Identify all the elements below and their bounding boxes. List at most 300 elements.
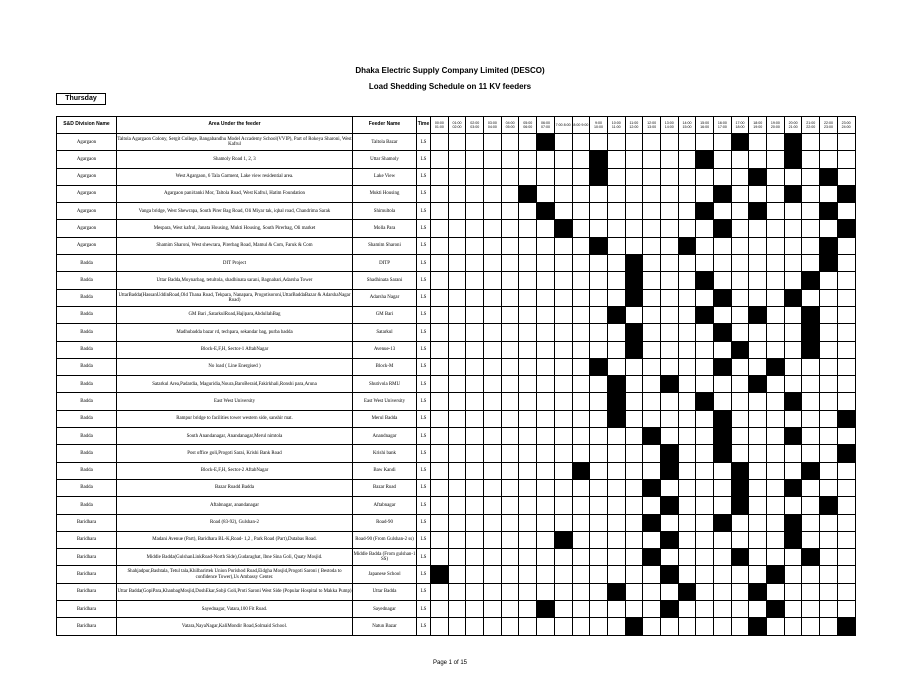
time-cell: LS bbox=[417, 566, 431, 583]
shedding-slot bbox=[607, 341, 625, 358]
shedding-slot bbox=[767, 497, 785, 514]
shedding-slot bbox=[537, 514, 555, 531]
shedding-slot-active bbox=[660, 445, 678, 462]
time-cell: LS bbox=[417, 185, 431, 202]
shedding-slot bbox=[519, 255, 537, 272]
shedding-slot bbox=[767, 324, 785, 341]
shedding-slot bbox=[607, 601, 625, 618]
shedding-slot bbox=[837, 168, 855, 185]
shedding-slot bbox=[431, 237, 449, 254]
shedding-slot bbox=[678, 376, 696, 393]
shedding-slot bbox=[590, 272, 608, 289]
shedding-slot bbox=[820, 220, 838, 237]
shedding-slot bbox=[484, 203, 502, 220]
shedding-slot-active bbox=[714, 358, 732, 375]
shedding-slot bbox=[466, 601, 484, 618]
shedding-slot bbox=[501, 151, 519, 168]
shedding-slot bbox=[572, 428, 590, 445]
shedding-slot bbox=[749, 479, 767, 496]
shedding-slot bbox=[767, 203, 785, 220]
table-row bbox=[57, 220, 856, 237]
area-cell: Taltola Agargaon Colony, Sergit College, Bangabandhu Model Accademy School(VVIP), Part of Rokeya Sharoni, West Kafrul bbox=[117, 134, 353, 151]
header-hour: 06:00 07:00 bbox=[537, 117, 555, 134]
shedding-slot bbox=[519, 497, 537, 514]
shedding-slot bbox=[714, 306, 732, 323]
shedding-slot bbox=[448, 341, 466, 358]
shedding-slot-active bbox=[784, 134, 802, 151]
shedding-slot bbox=[678, 289, 696, 306]
feeder-cell: East West University bbox=[353, 393, 417, 410]
time-cell: LS bbox=[417, 306, 431, 323]
shedding-slot bbox=[554, 514, 572, 531]
shedding-slot bbox=[731, 203, 749, 220]
shedding-slot bbox=[448, 272, 466, 289]
shedding-slot bbox=[625, 462, 643, 479]
header-division: S&D Division Name bbox=[57, 117, 117, 134]
shedding-slot bbox=[784, 410, 802, 427]
shedding-slot bbox=[625, 445, 643, 462]
shedding-slot bbox=[696, 341, 714, 358]
shedding-slot bbox=[554, 410, 572, 427]
shedding-slot bbox=[802, 601, 820, 618]
header-hour: 16:00 17:00 bbox=[714, 117, 732, 134]
shedding-slot bbox=[625, 306, 643, 323]
shedding-slot bbox=[572, 255, 590, 272]
shedding-slot bbox=[625, 428, 643, 445]
shedding-slot bbox=[466, 341, 484, 358]
shedding-slot bbox=[607, 566, 625, 583]
shedding-slot bbox=[431, 306, 449, 323]
division-cell: Badda bbox=[57, 410, 117, 427]
shedding-slot bbox=[731, 445, 749, 462]
area-cell: DIT Project bbox=[117, 255, 353, 272]
shedding-slot bbox=[731, 289, 749, 306]
shedding-slot bbox=[466, 151, 484, 168]
shedding-slot bbox=[820, 428, 838, 445]
shedding-slot bbox=[554, 497, 572, 514]
area-cell: Uttar Badda(GopiPara,KhanbagMosjid,DoshEkar,Sobji Goli,Proti Saroni West Side (Popular Hospital to Makka Pump) bbox=[117, 583, 353, 600]
feeder-cell: Road-90 bbox=[353, 514, 417, 531]
shedding-slot-active bbox=[660, 601, 678, 618]
feeder-cell: Shimultola bbox=[353, 203, 417, 220]
shedding-slot bbox=[590, 479, 608, 496]
shedding-slot-active bbox=[802, 272, 820, 289]
shedding-slot bbox=[820, 341, 838, 358]
feeder-cell: Shamim Sharoni bbox=[353, 237, 417, 254]
shedding-slot bbox=[696, 566, 714, 583]
shedding-slot bbox=[714, 601, 732, 618]
shedding-slot bbox=[466, 255, 484, 272]
shedding-slot bbox=[625, 531, 643, 548]
shedding-slot bbox=[696, 497, 714, 514]
feeder-cell: Molla Para bbox=[353, 220, 417, 237]
shedding-slot bbox=[678, 497, 696, 514]
shedding-slot bbox=[501, 393, 519, 410]
shedding-slot bbox=[484, 358, 502, 375]
area-cell: West Agargaon, 6 Tala Garment, Lake view residential area. bbox=[117, 168, 353, 185]
shedding-slot bbox=[660, 583, 678, 600]
day-label: Thursday bbox=[56, 93, 106, 105]
shedding-slot bbox=[820, 272, 838, 289]
shedding-slot bbox=[731, 306, 749, 323]
shedding-slot bbox=[820, 410, 838, 427]
time-cell: LS bbox=[417, 479, 431, 496]
shedding-slot-active bbox=[607, 393, 625, 410]
time-cell: LS bbox=[417, 324, 431, 341]
feeder-cell: Lake View bbox=[353, 168, 417, 185]
shedding-slot bbox=[484, 220, 502, 237]
shedding-slot bbox=[431, 358, 449, 375]
shedding-slot bbox=[466, 428, 484, 445]
time-cell: LS bbox=[417, 168, 431, 185]
shedding-slot bbox=[820, 601, 838, 618]
shedding-slot bbox=[590, 428, 608, 445]
shedding-slot bbox=[714, 583, 732, 600]
shedding-slot bbox=[749, 185, 767, 202]
shedding-slot-active bbox=[643, 428, 661, 445]
shedding-slot bbox=[448, 514, 466, 531]
division-cell: Badda bbox=[57, 358, 117, 375]
shedding-slot bbox=[784, 618, 802, 635]
shedding-slot bbox=[678, 168, 696, 185]
shedding-slot bbox=[501, 134, 519, 151]
shedding-slot bbox=[554, 168, 572, 185]
shedding-slot bbox=[678, 531, 696, 548]
shedding-slot bbox=[820, 531, 838, 548]
shedding-slot bbox=[501, 479, 519, 496]
shedding-slot bbox=[572, 618, 590, 635]
shedding-slot bbox=[484, 410, 502, 427]
shedding-slot-active bbox=[537, 601, 555, 618]
shedding-slot bbox=[590, 410, 608, 427]
shedding-slot bbox=[554, 428, 572, 445]
shedding-slot bbox=[519, 531, 537, 548]
shedding-slot-active bbox=[802, 341, 820, 358]
shedding-slot-active bbox=[731, 497, 749, 514]
shedding-slot bbox=[590, 549, 608, 566]
table-row bbox=[57, 272, 856, 289]
shedding-slot bbox=[572, 549, 590, 566]
shedding-slot bbox=[519, 168, 537, 185]
shedding-slot-active bbox=[784, 289, 802, 306]
shedding-slot bbox=[484, 583, 502, 600]
shedding-slot bbox=[784, 376, 802, 393]
area-cell: Satarkul Area,Padardia, Maguridia,Noura,BaroBeraid,Fakirkhali,Ronshi para,Aruna bbox=[117, 376, 353, 393]
shedding-slot-active bbox=[660, 376, 678, 393]
shedding-slot bbox=[731, 151, 749, 168]
shedding-slot bbox=[448, 428, 466, 445]
shedding-slot bbox=[519, 289, 537, 306]
header-hour: 04:00 05:00 bbox=[501, 117, 519, 134]
page-number: Page 1 of 15 bbox=[432, 660, 468, 666]
shedding-slot-active bbox=[749, 203, 767, 220]
shedding-slot bbox=[501, 376, 519, 393]
time-cell: LS bbox=[417, 497, 431, 514]
shedding-slot bbox=[767, 393, 785, 410]
shedding-slot bbox=[501, 358, 519, 375]
shedding-slot bbox=[431, 376, 449, 393]
shedding-slot bbox=[802, 393, 820, 410]
shedding-slot-active bbox=[625, 324, 643, 341]
shedding-slot bbox=[537, 393, 555, 410]
shedding-slot bbox=[537, 410, 555, 427]
table-row bbox=[57, 393, 856, 410]
shedding-slot bbox=[643, 289, 661, 306]
shedding-slot-active bbox=[696, 151, 714, 168]
shedding-slot bbox=[572, 601, 590, 618]
shedding-slot-active bbox=[837, 618, 855, 635]
shedding-slot-active bbox=[731, 549, 749, 566]
shedding-slot bbox=[554, 618, 572, 635]
feeder-cell: Avenue-13 bbox=[353, 341, 417, 358]
table-row bbox=[57, 445, 856, 462]
shedding-slot bbox=[820, 462, 838, 479]
shedding-slot bbox=[625, 185, 643, 202]
shedding-slot-active bbox=[802, 549, 820, 566]
shedding-slot bbox=[802, 514, 820, 531]
shedding-slot bbox=[572, 566, 590, 583]
shedding-slot bbox=[607, 185, 625, 202]
area-cell: South Anandanagar, Anandanagar,Merul nimtola bbox=[117, 428, 353, 445]
shedding-slot bbox=[767, 306, 785, 323]
header-hour: 17:00 18:00 bbox=[731, 117, 749, 134]
shedding-slot bbox=[448, 549, 466, 566]
shedding-slot bbox=[537, 497, 555, 514]
shedding-slot bbox=[714, 237, 732, 254]
shedding-slot bbox=[448, 497, 466, 514]
shedding-slot bbox=[625, 393, 643, 410]
shedding-slot bbox=[784, 497, 802, 514]
shedding-slot bbox=[537, 445, 555, 462]
shedding-slot bbox=[607, 497, 625, 514]
shedding-slot bbox=[802, 185, 820, 202]
shedding-slot bbox=[501, 324, 519, 341]
shedding-slot bbox=[554, 462, 572, 479]
shedding-slot-active bbox=[749, 583, 767, 600]
shedding-slot bbox=[466, 445, 484, 462]
time-cell: LS bbox=[417, 583, 431, 600]
shedding-slot bbox=[660, 358, 678, 375]
header-hour: 12:00 13:00 bbox=[643, 117, 661, 134]
shedding-slot bbox=[625, 566, 643, 583]
shedding-slot bbox=[448, 531, 466, 548]
shedding-slot bbox=[749, 134, 767, 151]
shedding-slot bbox=[643, 151, 661, 168]
shedding-slot bbox=[537, 583, 555, 600]
shedding-slot bbox=[802, 151, 820, 168]
header-hour: 18:00 19:00 bbox=[749, 117, 767, 134]
shedding-slot bbox=[678, 151, 696, 168]
division-cell: Badda bbox=[57, 306, 117, 323]
shedding-slot bbox=[749, 566, 767, 583]
shedding-slot bbox=[590, 462, 608, 479]
table-row bbox=[57, 255, 856, 272]
shedding-slot bbox=[431, 151, 449, 168]
shedding-slot bbox=[784, 566, 802, 583]
shedding-slot bbox=[802, 445, 820, 462]
shedding-slot bbox=[590, 203, 608, 220]
shedding-slot bbox=[501, 255, 519, 272]
shedding-slot bbox=[484, 341, 502, 358]
shedding-slot bbox=[554, 601, 572, 618]
shedding-slot bbox=[484, 237, 502, 254]
shedding-slot bbox=[572, 358, 590, 375]
shedding-slot bbox=[749, 410, 767, 427]
shedding-slot bbox=[590, 531, 608, 548]
shedding-slot bbox=[590, 134, 608, 151]
shedding-slot bbox=[820, 134, 838, 151]
shedding-slot bbox=[802, 358, 820, 375]
time-cell: LS bbox=[417, 289, 431, 306]
shedding-slot bbox=[820, 306, 838, 323]
shedding-slot bbox=[466, 185, 484, 202]
shedding-slot bbox=[519, 324, 537, 341]
shedding-slot-active bbox=[767, 566, 785, 583]
shedding-slot bbox=[837, 497, 855, 514]
shedding-slot bbox=[607, 428, 625, 445]
shedding-slot bbox=[749, 531, 767, 548]
division-cell: Agargaon bbox=[57, 168, 117, 185]
shedding-slot bbox=[837, 306, 855, 323]
shedding-slot bbox=[537, 168, 555, 185]
shedding-slot bbox=[767, 237, 785, 254]
shedding-slot bbox=[554, 583, 572, 600]
shedding-slot bbox=[554, 549, 572, 566]
shedding-slot bbox=[607, 531, 625, 548]
shedding-slot bbox=[537, 462, 555, 479]
shedding-slot bbox=[660, 618, 678, 635]
shedding-slot-active bbox=[625, 289, 643, 306]
shedding-slot bbox=[466, 549, 484, 566]
shedding-slot bbox=[519, 237, 537, 254]
shedding-slot bbox=[501, 289, 519, 306]
division-cell: Badda bbox=[57, 497, 117, 514]
shedding-slot bbox=[696, 445, 714, 462]
table-row bbox=[57, 462, 856, 479]
shedding-slot bbox=[448, 479, 466, 496]
table-row bbox=[57, 549, 856, 566]
shedding-slot bbox=[554, 237, 572, 254]
shedding-slot bbox=[519, 549, 537, 566]
shedding-slot bbox=[431, 168, 449, 185]
shedding-slot bbox=[767, 462, 785, 479]
area-cell: Block-E,F,H, Sector-1 AftabNagar bbox=[117, 341, 353, 358]
shedding-slot bbox=[820, 583, 838, 600]
shedding-slot bbox=[501, 445, 519, 462]
shedding-slot bbox=[714, 203, 732, 220]
shedding-slot-active bbox=[696, 272, 714, 289]
shedding-slot bbox=[820, 549, 838, 566]
shedding-slot bbox=[784, 203, 802, 220]
shedding-slot bbox=[625, 479, 643, 496]
shedding-slot bbox=[767, 583, 785, 600]
shedding-slot bbox=[519, 151, 537, 168]
shedding-slot bbox=[501, 168, 519, 185]
shedding-slot-active bbox=[749, 168, 767, 185]
shedding-slot bbox=[572, 185, 590, 202]
shedding-slot-active bbox=[784, 479, 802, 496]
shedding-slot bbox=[643, 341, 661, 358]
shedding-slot bbox=[590, 618, 608, 635]
division-cell: Badda bbox=[57, 289, 117, 306]
shedding-slot bbox=[572, 220, 590, 237]
header-hour: 13:00 14:00 bbox=[660, 117, 678, 134]
shedding-slot bbox=[731, 255, 749, 272]
shedding-slot bbox=[572, 583, 590, 600]
shedding-slot bbox=[660, 203, 678, 220]
shedding-slot-active bbox=[607, 583, 625, 600]
shedding-slot-active bbox=[554, 531, 572, 548]
shedding-slot bbox=[660, 151, 678, 168]
shedding-slot bbox=[749, 237, 767, 254]
shedding-slot bbox=[837, 134, 855, 151]
division-cell: Badda bbox=[57, 462, 117, 479]
shedding-slot bbox=[802, 376, 820, 393]
area-cell: Vanga bridge, West Shewrapa, South Pirer Bag Road, Oli Miyar tak, iqbal road, Chandrima Sarak bbox=[117, 203, 353, 220]
shedding-slot bbox=[767, 272, 785, 289]
shedding-slot bbox=[501, 341, 519, 358]
shedding-slot bbox=[554, 134, 572, 151]
shedding-slot bbox=[784, 341, 802, 358]
division-cell: Baridhara bbox=[57, 618, 117, 635]
shedding-slot bbox=[484, 497, 502, 514]
header-feeder: Feeder Name bbox=[353, 117, 417, 134]
shedding-slot-active bbox=[643, 514, 661, 531]
shedding-slot bbox=[660, 168, 678, 185]
shedding-slot bbox=[802, 203, 820, 220]
shedding-slot bbox=[466, 479, 484, 496]
table-row bbox=[57, 289, 856, 306]
time-cell: LS bbox=[417, 220, 431, 237]
shedding-slot bbox=[837, 255, 855, 272]
table-row bbox=[57, 514, 856, 531]
shedding-slot bbox=[643, 376, 661, 393]
shedding-slot bbox=[501, 203, 519, 220]
shedding-slot bbox=[431, 445, 449, 462]
header-hour: 10:00 11:00 bbox=[607, 117, 625, 134]
shedding-slot bbox=[837, 601, 855, 618]
shedding-slot-active bbox=[749, 376, 767, 393]
shedding-slot bbox=[714, 549, 732, 566]
shedding-slot bbox=[448, 410, 466, 427]
shedding-slot bbox=[466, 497, 484, 514]
shedding-slot bbox=[678, 601, 696, 618]
shedding-slot bbox=[837, 341, 855, 358]
shedding-slot bbox=[643, 566, 661, 583]
shedding-slot bbox=[678, 445, 696, 462]
shedding-slot bbox=[448, 168, 466, 185]
shedding-slot bbox=[431, 289, 449, 306]
shedding-slot bbox=[554, 289, 572, 306]
shedding-slot bbox=[696, 549, 714, 566]
shedding-slot bbox=[572, 514, 590, 531]
time-cell: LS bbox=[417, 601, 431, 618]
shedding-slot bbox=[484, 428, 502, 445]
shedding-slot-active bbox=[820, 255, 838, 272]
shedding-slot bbox=[466, 289, 484, 306]
shedding-slot bbox=[696, 531, 714, 548]
shedding-slot bbox=[484, 566, 502, 583]
shedding-slot bbox=[501, 220, 519, 237]
table-row bbox=[57, 134, 856, 151]
shedding-slot bbox=[501, 410, 519, 427]
shedding-slot bbox=[572, 410, 590, 427]
division-cell: Agargaon bbox=[57, 134, 117, 151]
header-hour: 7:00 8:00 bbox=[554, 117, 572, 134]
shedding-slot bbox=[625, 410, 643, 427]
shedding-slot-active bbox=[714, 428, 732, 445]
table-row bbox=[57, 203, 856, 220]
